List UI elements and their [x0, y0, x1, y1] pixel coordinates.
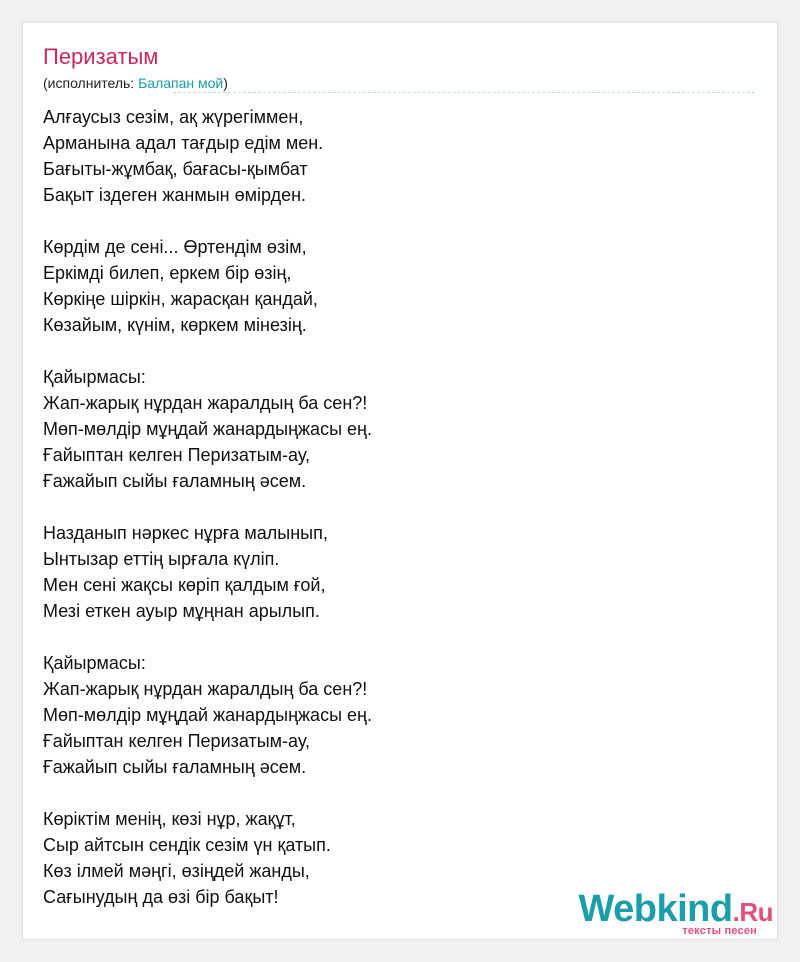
- lyric-line: Ғажайып сыйы ғаламның әсем.: [43, 757, 307, 777]
- lyrics-card: [22, 22, 778, 940]
- lyric-line: Көз ілмей мәңгі, өзіңдей жанды,: [43, 861, 310, 881]
- lyric-line: Көзайым, күнім, көркем мінезің.: [43, 315, 307, 335]
- logo-tld: .Ru: [732, 897, 773, 927]
- stanza: [43, 650, 743, 780]
- artist-link[interactable]: Балапан мой: [138, 75, 224, 91]
- lyric-line: Мезі еткен ауыр мұңнан арылып.: [43, 601, 320, 621]
- lyric-line: Ғайыптан келген Перизатым-ау,: [43, 731, 311, 751]
- logo-tagline: тексты песен: [682, 925, 757, 937]
- lyric-line: Ғайыптан келген Перизатым-ау,: [43, 445, 311, 465]
- webkind-logo[interactable]: [573, 889, 773, 939]
- lyric-line: Қайырмасы:: [43, 367, 146, 387]
- stanza: [43, 520, 743, 624]
- lyric-line: Арманына адал тағдыр едім мен.: [43, 133, 324, 153]
- stanza: [43, 234, 743, 338]
- lyric-line: Мөп-мөлдір мұңдай жанардыңжасы ең.: [43, 419, 372, 439]
- lyric-line: Көріктім менің, көзі нұр, жақұт,: [43, 809, 296, 829]
- lyric-line: Ынтызар еттің ырғала күліп.: [43, 549, 280, 569]
- lyric-line: Алғаусыз сезім, ақ жүрегіммен,: [43, 107, 304, 127]
- artist-prefix: (исполнитель:: [43, 75, 139, 91]
- song-title: Перизатым: [43, 44, 159, 69]
- lyric-line: Мен сені жақсы көріп қалдым ғой,: [43, 575, 326, 595]
- lyric-line: Бақыт іздеген жанмын өмірден.: [43, 185, 307, 205]
- lyric-line: Сыр айтсын сендік сезім үн қатып.: [43, 835, 331, 855]
- lyric-line: Көркіңе шіркін, жарасқан қандай,: [43, 289, 318, 309]
- lyric-line: Сағынудың да өзі бір бақыт!: [43, 887, 279, 907]
- lyrics-body: [43, 104, 743, 910]
- lyric-line: Еркімді билеп, еркем бір өзің,: [43, 263, 292, 283]
- lyric-line: Мөп-мөлдір мұңдай жанардыңжасы ең.: [43, 705, 372, 725]
- lyric-line: Көрдім де сені... Өртендім өзім,: [43, 237, 307, 257]
- lyric-line: Жап-жарық нұрдан жаралдың ба сен?!: [43, 393, 368, 413]
- lyric-line: Жап-жарық нұрдан жаралдың ба сен?!: [43, 679, 368, 699]
- lyric-line: Бағыты-жұмбақ, бағасы-қымбат: [43, 159, 308, 179]
- lyric-line: Назданып нәркес нұрға малынып,: [43, 523, 328, 543]
- logo-word: Webkind: [578, 888, 733, 930]
- stanza: [43, 364, 743, 494]
- stanza: [43, 104, 743, 208]
- artist-suffix: ): [223, 75, 228, 91]
- dashed-divider: [173, 92, 755, 93]
- lyric-line: Ғажайып сыйы ғаламның әсем.: [43, 471, 307, 491]
- lyric-line: Қайырмасы:: [43, 653, 146, 673]
- artist-line: [43, 74, 228, 92]
